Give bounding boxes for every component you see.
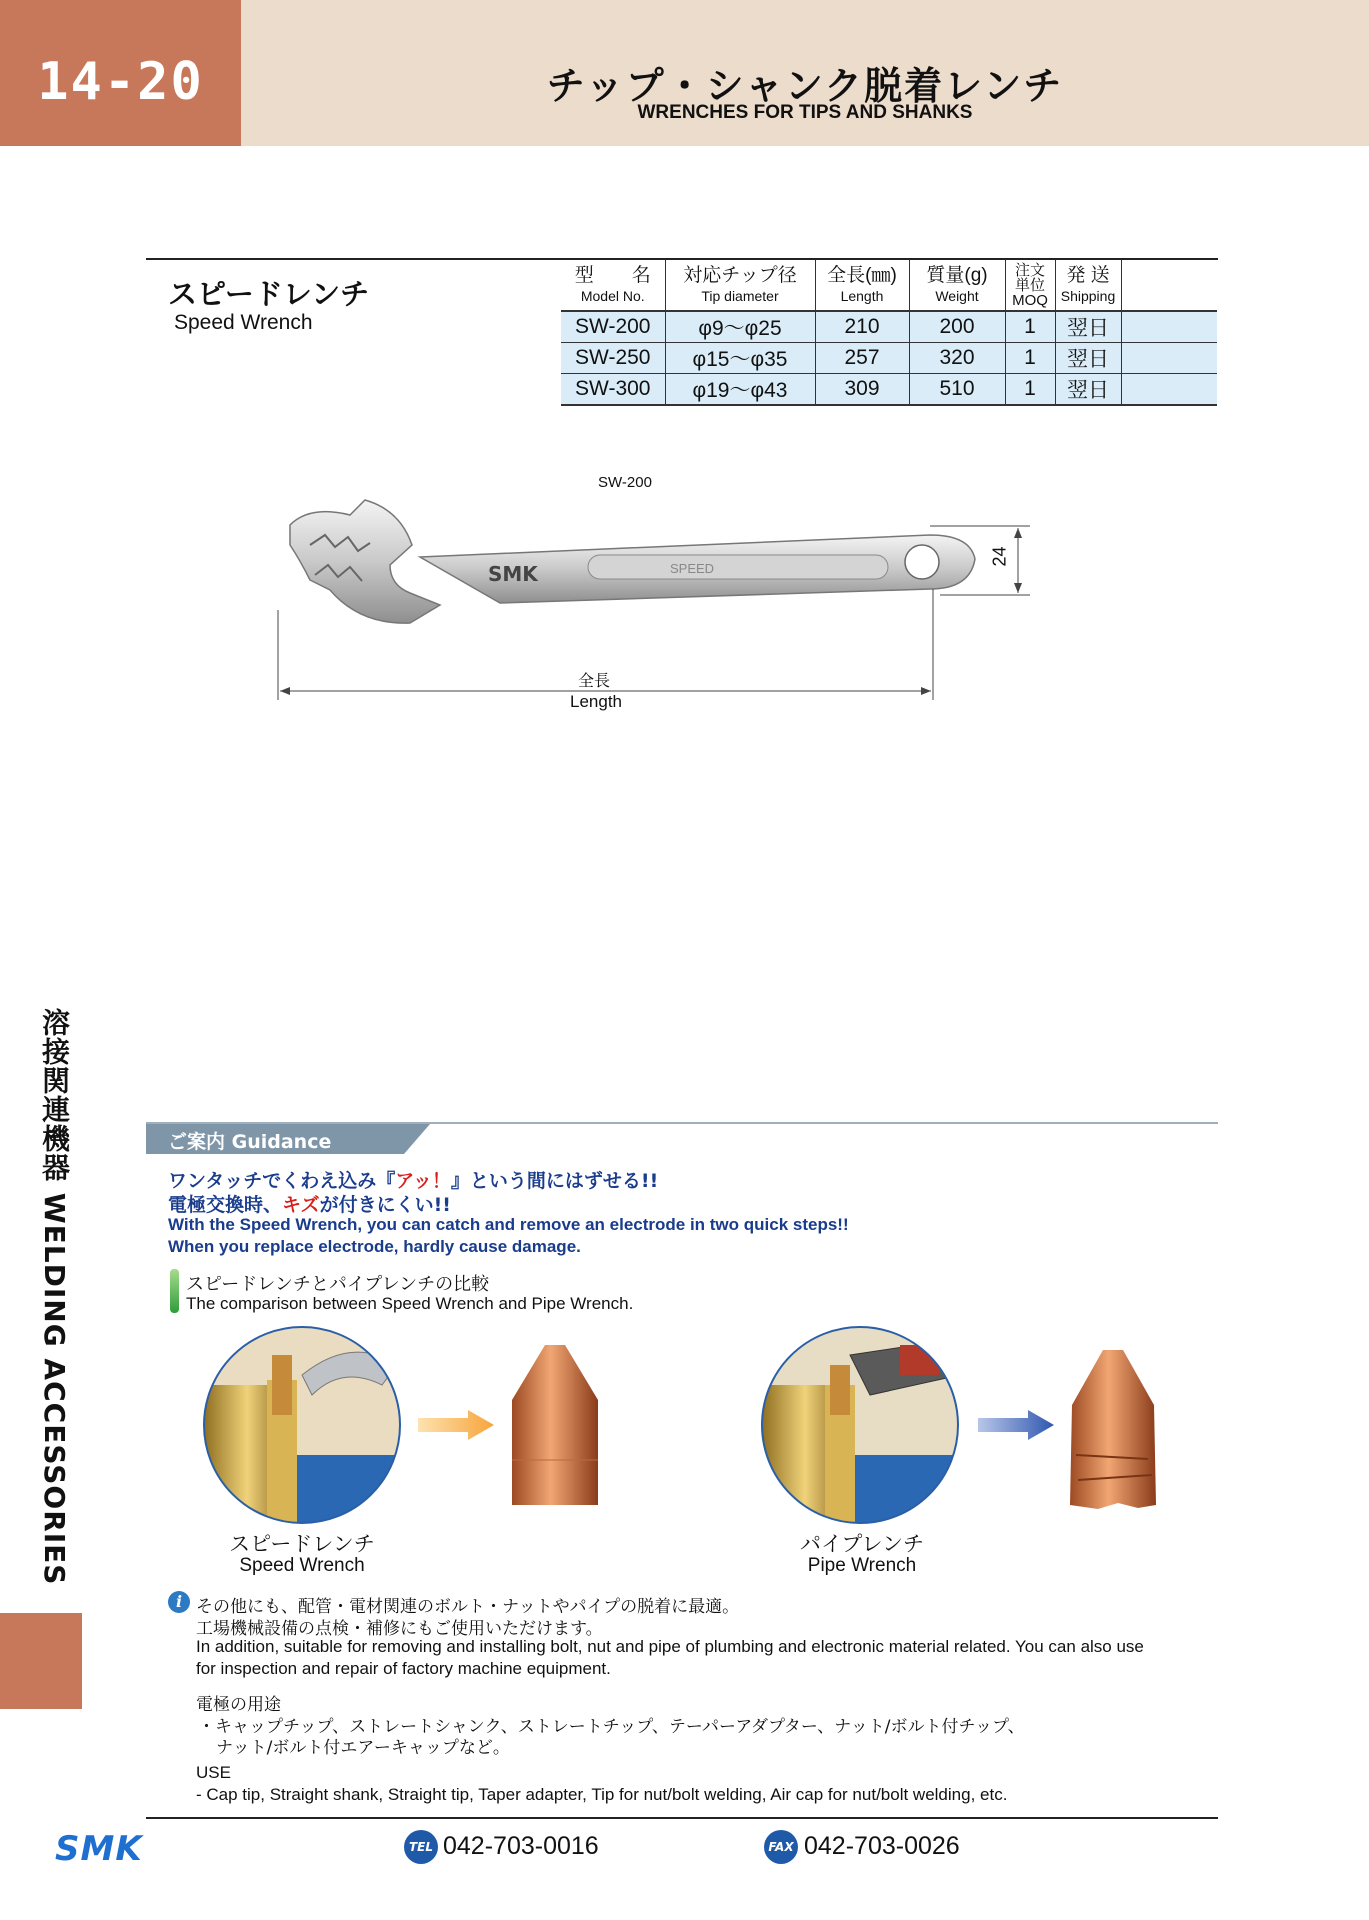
product-name-jp: スピードレンチ: [168, 277, 370, 311]
arrow-right-icon: [418, 1410, 494, 1440]
info-line-3: In addition, suitable for removing and installing bolt, nut and pipe of plumbing and electronic material related. You can also use: [196, 1637, 1144, 1656]
cell-tip: φ15〜φ35: [665, 343, 815, 374]
guidance-line-1: ワンタッチでくわえ込み『アッ！』という間にはずせる!!: [168, 1170, 659, 1192]
use-line-en-1: - Cap tip, Straight shank, Straight tip, Taper adapter, Tip for nut/bolt welding, Air cap for nut/bolt welding, etc.: [196, 1785, 1008, 1804]
table-row: [561, 374, 1217, 406]
info-line-4: for inspection and repair of factory machine equipment.: [196, 1659, 611, 1678]
fax-icon: FAX: [764, 1830, 798, 1864]
length-label-jp: 全長: [578, 671, 611, 690]
handle-text: SPEED: [670, 561, 715, 576]
fax-number: 042-703-0026: [804, 1832, 960, 1860]
damaged-tip-photo: [1068, 1345, 1158, 1510]
spec-header-shipping: 発 送 Shipping: [1055, 260, 1121, 311]
spec-header-blank: [1121, 260, 1217, 311]
wrench-brand-mark: SMK: [488, 562, 538, 586]
cell-moq: 1: [1005, 343, 1055, 374]
guidance-line-3: With the Speed Wrench, you can catch and remove an electrode in two quick steps!!: [168, 1215, 849, 1234]
cell-blank: [1121, 343, 1217, 374]
use-line-jp-2: ナット/ボルト付エアーキャップなど。: [216, 1738, 510, 1758]
phone-icon: TEL: [404, 1830, 438, 1864]
side-category-label: 溶接関連機器 WELDING ACCESSORIES: [38, 1008, 71, 1586]
info-line-2: 工場機械設備の点検・補修にもご使用いただけます。: [196, 1619, 603, 1639]
comparison-heading-jp: スピードレンチとパイプレンチの比較: [186, 1274, 490, 1295]
use-title-en: USE: [196, 1763, 231, 1782]
cell-weight: 200: [909, 311, 1005, 343]
cell-blank: [1121, 311, 1217, 343]
cell-weight: 320: [909, 343, 1005, 374]
cell-length: 309: [815, 374, 909, 406]
cell-weight: 510: [909, 374, 1005, 406]
company-logo: SMK: [55, 1829, 143, 1869]
spec-header-tip: 対応チップ径 Tip diameter: [665, 260, 815, 311]
guidance-line-4: When you replace electrode, hardly cause damage.: [168, 1237, 581, 1256]
cell-length: 210: [815, 311, 909, 343]
speed-wrench-caption-jp: スピードレンチ: [229, 1532, 375, 1556]
spec-header-row: [561, 260, 1217, 311]
cell-length: 257: [815, 343, 909, 374]
speed-wrench-caption-en: Speed Wrench: [239, 1555, 365, 1576]
pipe-wrench-caption-jp: パイプレンチ: [799, 1532, 924, 1556]
comparison-heading-en: The comparison between Speed Wrench and Pipe Wrench.: [186, 1294, 634, 1313]
page-title-en: WRENCHES FOR TIPS AND SHANKS: [637, 102, 973, 123]
cell-model: SW-200: [561, 311, 665, 343]
guidance-title: ご案内 Guidance: [168, 1131, 332, 1153]
page-number: 14-20: [37, 52, 204, 112]
cell-moq: 1: [1005, 374, 1055, 406]
page-title-jp: チップ・シャンク脱着レンチ: [546, 64, 1064, 108]
cell-model: SW-300: [561, 374, 665, 406]
footer-rule: [146, 1817, 1218, 1819]
clean-tip-photo: [510, 1340, 600, 1510]
figure-label: SW-200: [598, 474, 652, 491]
product-name-en: Speed Wrench: [174, 311, 313, 334]
speed-wrench-photo: [202, 1325, 402, 1525]
cell-tip: φ19〜φ43: [665, 374, 815, 406]
use-line-jp-1: ・キャップチップ、ストレートシャンク、ストレートチップ、テーパーアダプター、ナット/ボルト付チップ、: [198, 1717, 1025, 1737]
guidance-line-2: 電極交換時、キズが付きにくい!!: [168, 1194, 451, 1216]
info-line-1: その他にも、配管・電材関連のボルト・ナットやパイプの脱着に最適。: [196, 1597, 740, 1617]
cell-moq: 1: [1005, 311, 1055, 343]
spec-header-weight: 質量(g) Weight: [909, 260, 1005, 311]
pipe-wrench-photo: [760, 1325, 960, 1525]
cell-shipping: 翌日: [1055, 311, 1121, 343]
use-title-jp: 電極の用途: [196, 1695, 281, 1715]
comparison-marker: [170, 1269, 179, 1313]
spec-header-model: 型 名 Model No.: [561, 260, 665, 311]
height-dimension: 24: [989, 546, 1010, 567]
table-row: [561, 343, 1217, 374]
cell-shipping: 翌日: [1055, 343, 1121, 374]
cell-shipping: 翌日: [1055, 374, 1121, 406]
arrow-right-icon: [978, 1410, 1054, 1440]
phone-number: 042-703-0016: [443, 1832, 599, 1860]
spec-table: [561, 260, 1217, 406]
info-icon: i: [168, 1591, 190, 1613]
wrench-illustration: [270, 485, 1040, 725]
table-row: [561, 311, 1217, 343]
spec-header-length: 全長(㎜) Length: [815, 260, 909, 311]
side-tab-block: [0, 1613, 82, 1709]
cell-blank: [1121, 374, 1217, 406]
cell-model: SW-250: [561, 343, 665, 374]
spec-header-moq: 注文 単位 MOQ: [1005, 260, 1055, 311]
pipe-wrench-caption-en: Pipe Wrench: [807, 1555, 917, 1576]
cell-tip: φ9〜φ25: [665, 311, 815, 343]
length-label-en: Length: [570, 692, 622, 711]
